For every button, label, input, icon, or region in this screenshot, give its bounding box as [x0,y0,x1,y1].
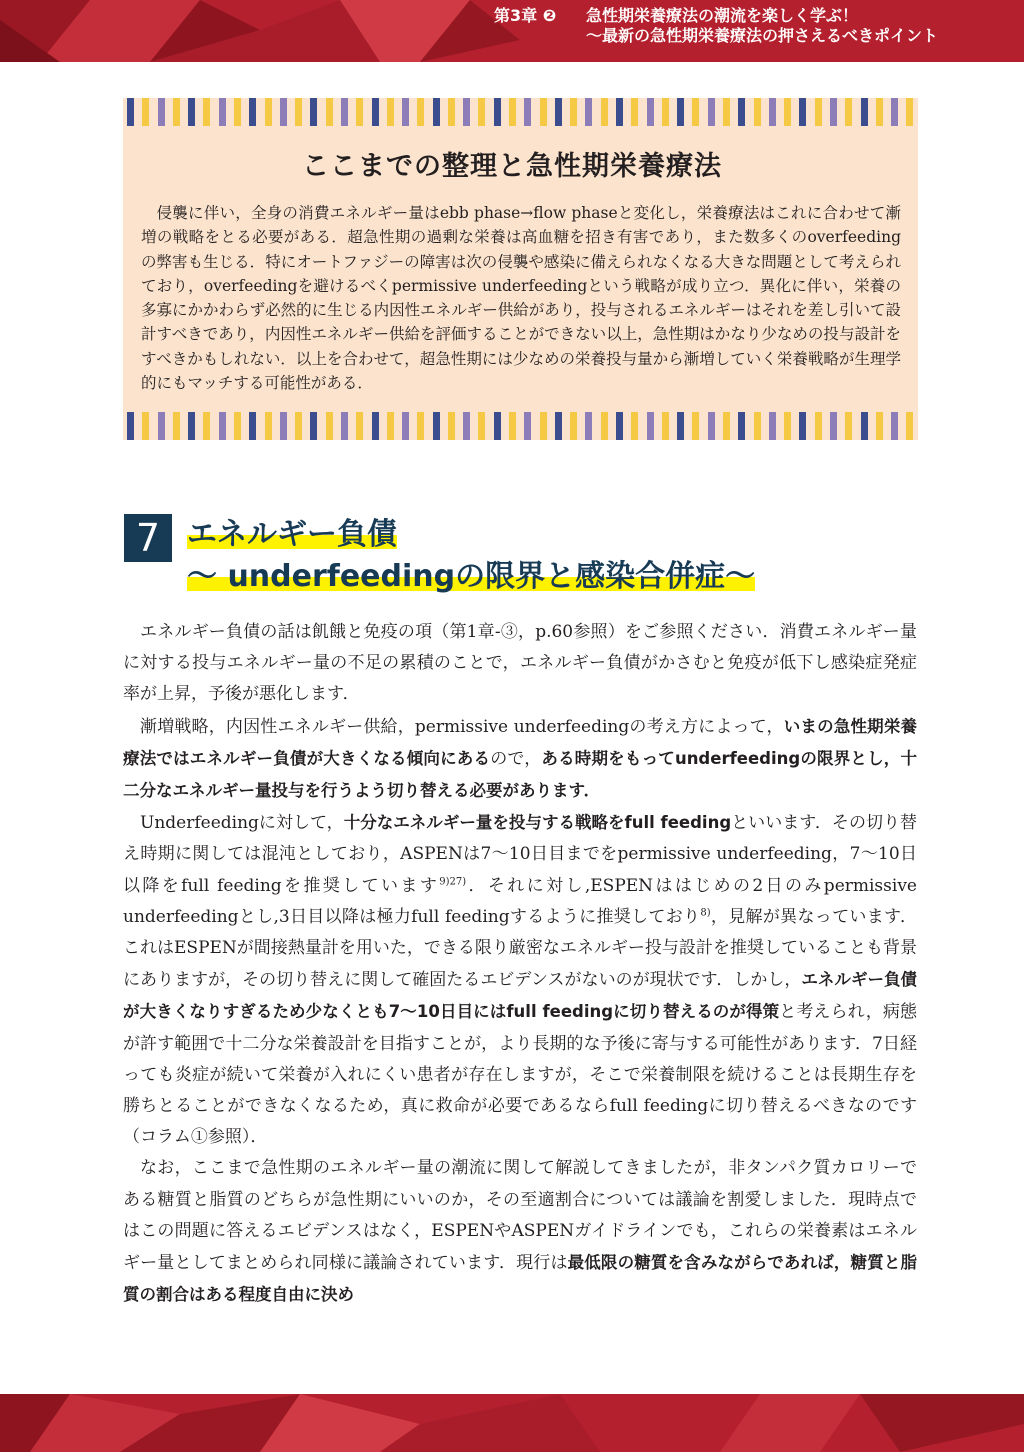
stripe-bar [478,412,485,440]
stripe-bar [280,412,287,440]
chapter-title-line2: 〜最新の急性期栄養療法の押さえるべきポイント [586,26,939,45]
stripe-bar [249,412,256,440]
stripe-bar [356,412,363,440]
stripe-bar [341,98,348,126]
stripe-bar [616,412,623,440]
stripe-bar [540,98,547,126]
stripe-bar [448,412,455,440]
stripe-bar [433,412,440,440]
stripe-bar [509,98,516,126]
stripe-bar [310,98,317,126]
paragraph-3: Underfeedingに対して，十分なエネルギー量を投与する戦略をfull feedingといいます．その切り替え時期に関しては混沌としており，ASPENは7〜10日目までをpermissive underfeeding，7〜10日以降をfull feedingを推奨しています$^{9)27)}$．それに対し,ESPENははじめの2日のみpermissive underfeedingとし,3日目以降は極力full feedingするように推奨しており$^{8)}$，見解が異なっています．これはESPENが間接熱量計を用いた，できる限り厳密なエネルギー投与設計を推奨していることも背景にありますが，その切り替えに関して確固たるエビデンスがないのが現状です．しかし，エネルギー負債が大きくなりすぎるため少なくとも7〜10日目にはfull feedingに切り替えるのが得策と考えられ，病態が許す範囲で十二分な栄養設計を目指すことが，より長期的な予後に寄与する可能性があります．7日経っても炎症が続いて栄養が入れにくい患者が存在しますが，そこで栄養制限を続けることは長期生存を勝ちとることができなくなるため，真に救命が必要であるならfull feedingに切り替えるべきなのです（コラム①参照）． [123,813,918,1148]
emphasis-text: エネルギー負債が大きくなりすぎるため少なくとも7〜10日目にはfull feedingに切り替えるのが得策 [123,970,917,1022]
stripe-bar [387,412,394,440]
stripe-bar [188,98,195,126]
stripe-bar [509,412,516,440]
stripe-bar [784,98,791,126]
summary-text: 侵襲に伴い，全身の消費エネルギー量はebb phase→flow phaseと変化し，栄養療法はこれに合わせて漸増の戦略をとる必要がある．超急性期の過剰な栄養は高血糖を招き有害であり，また数多くのoverfeedingの弊害も生じる．特にオートファジーの障害は次の侵襲や感染に備えられなくなる大きな問題として考えられており，overfeedingを避けるべくpermissive underfeedingという戦略が成り立つ．異化に伴い，栄養の多寡にかかわらず必然的に生じる内因性エネルギー供給があり，投与されるエネルギーはそれを差し引いて設計すべきであり，内因性エネルギー供給を評価することができない以上，急性期はかなり少なめの投与設計をすべきかもしれない．以上を合わせて，超急性期には少なめの栄養投与量から漸増していく栄養戦略が生理学的にもマッチする可能性がある． [141,204,901,393]
stripe-bar [219,98,226,126]
stripe-bar [738,412,745,440]
stripe-bar [295,98,302,126]
footer-polygon-pattern [0,1394,1024,1452]
stripe-bar [463,412,470,440]
stripe-bar [219,412,226,440]
stripe-bar [662,98,669,126]
stripe-bar [647,98,654,126]
stripe-bar [708,412,715,440]
stripe-bar [402,98,409,126]
stripe-bar [845,412,852,440]
stripe-bar [417,98,424,126]
stripe-bar [692,412,699,440]
stripe-bar [723,412,730,440]
stripe-bar [677,98,684,126]
article-body [123,617,917,1311]
stripe-bar [861,412,868,440]
stripe-bar [463,98,470,126]
stripe-bar [402,412,409,440]
stripe-bar [738,98,745,126]
stripe-bar [127,412,134,440]
footer-band [0,1394,1024,1452]
stripe-bar [524,98,531,126]
stripe-bar [448,98,455,126]
stripe-bar [585,98,592,126]
stripe-bar [188,412,195,440]
stripe-bar [356,98,363,126]
stripe-bar [372,98,379,126]
stripe-bar [341,412,348,440]
stripe-bar [310,412,317,440]
paragraph-4: なお，ここまで急性期のエネルギー量の潮流に関して解説してきましたが，非タンパク質カロリーである糖質と脂質のどちらが急性期にいいのか，その至適割合については議論を割愛しました．現時点ではこの問題に答えるエビデンスはなく，ESPENやASPENガイドラインでも，これらの栄養素はエネルギー量としてまとめられ同様に議論されています．現行は最低限の糖質を含みながらであれば，糖質と脂質の割合はある程度自由に決め [123,1158,917,1305]
stripe-bar [631,98,638,126]
stripe-bar [891,98,898,126]
stripe-bar [631,412,638,440]
stripe-bar [417,412,424,440]
stripe-bar [478,98,485,126]
stripe-bar [387,98,394,126]
stripe-bar [723,98,730,126]
stripe-bar [906,98,913,126]
section-title-line2: 〜 underfeedingの限界と感染合併症〜 [187,559,756,594]
chapter-heading [494,6,974,46]
section-number-badge: 7 [124,514,172,562]
stripe-bar [524,412,531,440]
stripe-bar [845,98,852,126]
stripe-bar [158,412,165,440]
stripe-bar [585,412,592,440]
stripe-bar [662,412,669,440]
stripe-bar [540,412,547,440]
section-title [187,514,867,598]
stripe-bar [830,412,837,440]
stripe-bar [295,412,302,440]
reference-mark: 8) [700,907,711,919]
stripe-bar [876,98,883,126]
stripe-bar [799,98,806,126]
stripe-bar [708,98,715,126]
stripe-bar [234,412,241,440]
emphasis-text: ある時期をもってunderfeedingの限界とし，十二分なエネルギー量投与を行うよう切り替える必要があります． [123,748,917,801]
stripe-bar [494,98,501,126]
stripe-bar [433,98,440,126]
stripe-bar [494,412,501,440]
stripe-bar [203,98,210,126]
emphasis-text: 最低限の糖質を含みながらであれば，糖質と脂質の割合はある程度自由に決め [123,1253,917,1305]
stripe-bar [784,412,791,440]
stripe-bar [815,98,822,126]
emphasis-text: いまの急性期栄養療法ではエネルギー負債が大きくなる傾向にある [123,716,917,768]
stripe-bar [555,412,562,440]
stripe-bar [601,98,608,126]
section-title-line1: エネルギー負債 [187,517,397,552]
stripe-bar [280,98,287,126]
stripe-bar [861,98,868,126]
decorative-stripes-top [123,98,918,126]
page-number: 133 [918,1370,952,1389]
paragraph-2: 漸増戦略，内因性エネルギー供給，permissive underfeedingの考え方によって，いまの急性期栄養療法ではエネルギー負債が大きくなる傾向にあるので，ある時期をもってunderfeedingの限界とし，十二分なエネルギー量投与を行うよう切り替える必要があります． [123,716,917,801]
stripe-bar [326,98,333,126]
stripe-bar [677,412,684,440]
stripe-bar [876,412,883,440]
stripe-bar [265,98,272,126]
chapter-label: 第3章 ❷ [494,6,557,25]
summary-title: ここまでの整理と急性期栄養療法 [302,151,722,182]
header-band [0,0,1024,62]
stripe-bar [203,412,210,440]
decorative-stripes-bottom [123,412,918,440]
stripe-bar [647,412,654,440]
stripe-bar [326,412,333,440]
stripe-bar [616,98,623,126]
stripe-bar [173,98,180,126]
stripe-bar [555,98,562,126]
stripe-bar [891,412,898,440]
stripe-bar [570,412,577,440]
emphasis-text: 十分なエネルギー量を投与する戦略をfull feeding [343,813,732,833]
stripe-bar [142,98,149,126]
stripe-bar [754,412,761,440]
stripe-bar [372,412,379,440]
stripe-bar [173,412,180,440]
stripe-bar [570,98,577,126]
chapter-title-line1: 急性期栄養療法の潮流を楽しく学ぶ！ [586,6,859,25]
stripe-bar [799,412,806,440]
stripe-bar [601,412,608,440]
stripe-bar [142,412,149,440]
stripe-bar [906,412,913,440]
stripe-bar [754,98,761,126]
stripe-bar [815,412,822,440]
stripe-bar [234,98,241,126]
stripe-bar [158,98,165,126]
reference-mark: 9)27) [439,875,467,887]
stripe-bar [692,98,699,126]
stripe-bar [769,412,776,440]
stripe-bar [127,98,134,126]
stripe-bar [830,98,837,126]
stripe-bar [265,412,272,440]
stripe-bar [769,98,776,126]
paragraph-1: エネルギー負債の話は飢餓と免疫の項（第1章-③，p.60参照）をご参照ください．消費エネルギー量に対する投与エネルギー量の不足の累積のことで，エネルギー負債がかさむと免疫が低下し感染症発症率が上昇，予後が悪化します． [123,622,917,705]
stripe-bar [249,98,256,126]
